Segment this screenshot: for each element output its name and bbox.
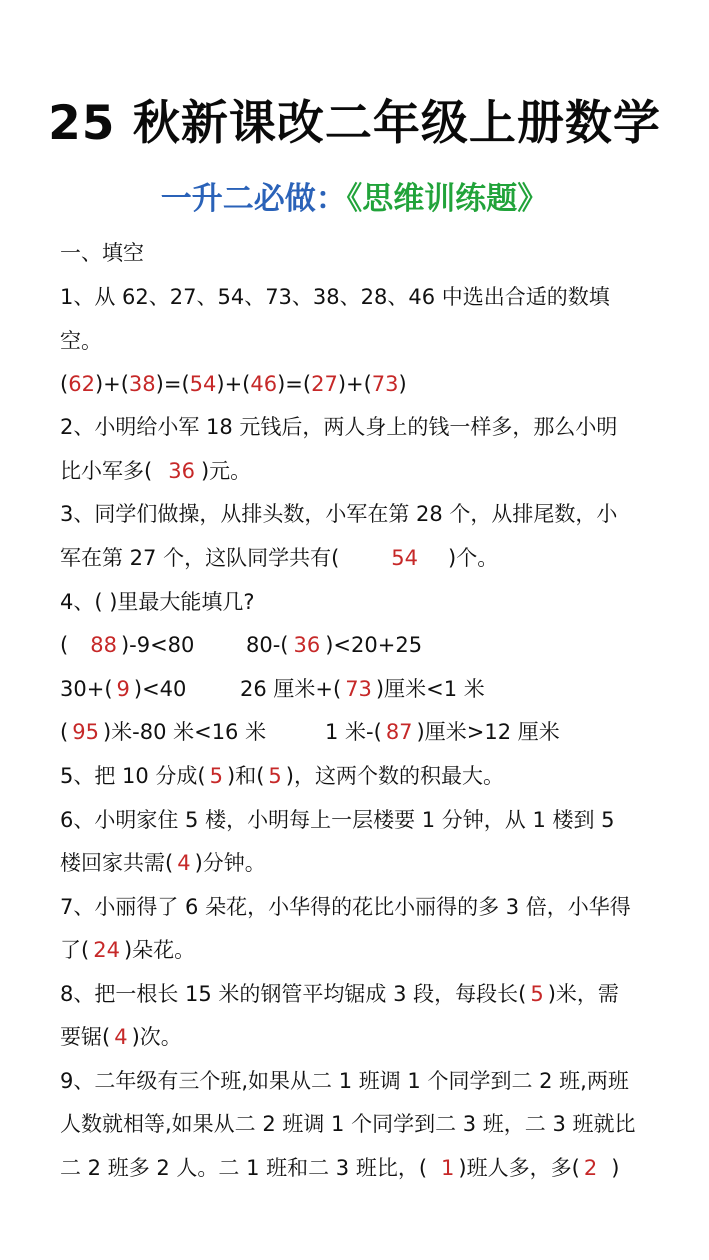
q4-answer-4: 73 bbox=[345, 677, 372, 701]
q1-answer-6: 73 bbox=[371, 372, 399, 396]
q2-answer: 36 bbox=[168, 459, 195, 483]
q6-answer: 4 bbox=[177, 851, 191, 875]
q3-suffix: )个。 bbox=[448, 546, 499, 570]
q4-answer-5: 95 bbox=[72, 720, 99, 744]
q9-text-line1: 9、二年级有三个班,如果从二 1 班调 1 个同学到二 2 班,两班 bbox=[60, 1069, 629, 1093]
q5-answer-2: 5 bbox=[268, 764, 282, 788]
q7-answer: 24 bbox=[93, 938, 120, 962]
q6-text-line2: 楼回家共需( 4 )分钟。 bbox=[60, 851, 266, 875]
q4-answer-2: 36 bbox=[293, 633, 321, 657]
q8-answer-1: 5 bbox=[530, 982, 544, 1006]
q1-text-line2: 空。 bbox=[60, 329, 102, 353]
q8-text-line1: 8、把一根长 15 米的钢管平均锯成 3 段，每段长( 5 )米，需 bbox=[60, 982, 619, 1006]
q5-text: 5、把 10 分成( 5 )和( 5 )，这两个数的积最大。 bbox=[60, 764, 504, 788]
q7-text-line1: 7、小丽得了 6 朵花，小华得的花比小丽得的多 3 倍，小华得 bbox=[60, 895, 631, 919]
q4-answer-6: 87 bbox=[385, 720, 413, 744]
q1-answer-5: 27 bbox=[311, 372, 338, 396]
page-title: 25 秋新课改二年级上册数学 bbox=[48, 96, 661, 151]
q1-answer-2: 38 bbox=[128, 372, 156, 396]
q4-item-4: 26 厘米+( 73 )厘米<1 米 bbox=[240, 677, 485, 701]
q4-item-1: ( 88 )-9<80 bbox=[60, 633, 195, 657]
subtitle-book-title: 《思维训练题》 bbox=[346, 181, 549, 217]
q4-answer-3: 9 bbox=[116, 677, 130, 701]
q3-answer: 54 bbox=[391, 546, 418, 570]
subtitle-prefix: 一升二必做： bbox=[160, 181, 347, 217]
q9-text-line2: 人数就相等,如果从二 2 班调 1 个同学到二 3 班，二 3 班就比 bbox=[60, 1112, 636, 1136]
q7-text-line2: 了( 24 )朵花。 bbox=[60, 938, 196, 962]
q9-answer-1: 1 bbox=[441, 1156, 455, 1180]
q4-item-6: 1 米-( 87 )厘米>12 厘米 bbox=[325, 720, 560, 744]
q8-text-line2: 要锯( 4 )次。 bbox=[60, 1025, 182, 1049]
q1-equation: (62)+(38)=(54)+(46)=(27)+(73) bbox=[60, 372, 407, 396]
q3-prefix: 军在第 27 个，这队同学共有( bbox=[60, 546, 340, 570]
q3-text-line2 bbox=[60, 543, 669, 573]
q1-answer-1: 62 bbox=[68, 372, 95, 396]
q5-answer-1: 5 bbox=[209, 764, 224, 788]
q2-suffix: )元。 bbox=[200, 459, 252, 483]
q4-item-2: 80-( 36 )<20+25 bbox=[246, 633, 423, 657]
q9-answer-2: 2 bbox=[583, 1156, 598, 1180]
q1-answer-3: 54 bbox=[189, 372, 217, 396]
q2-text-line1: 2、小明给小军 18 元钱后，两人身上的钱一样多，那么小明 bbox=[60, 415, 618, 439]
page-subtitle bbox=[0, 176, 709, 222]
section-heading: 一、填空 bbox=[60, 241, 144, 265]
q1-answer-4: 46 bbox=[250, 372, 278, 396]
q2-text-line2 bbox=[60, 456, 669, 486]
q3-text-line1: 3、同学们做操，从排头数，小军在第 28 个，从排尾数，小 bbox=[60, 502, 618, 526]
q2-prefix: 比小军多( bbox=[60, 459, 153, 483]
q4-item-5: ( 95 )米-80 米<16 米 bbox=[60, 720, 267, 744]
q4-item-3: 30+( 9 )<40 bbox=[60, 677, 187, 701]
q1-text-line1: 1、从 62、27、54、73、38、28、46 中选出合适的数填 bbox=[60, 285, 610, 309]
q6-text-line1: 6、小明家住 5 楼，小明每上一层楼要 1 分钟，从 1 楼到 5 bbox=[60, 808, 615, 832]
q9-text-line3: 二 2 班多 2 人。二 1 班和二 3 班比，( 1 )班人多，多( 2 ) bbox=[60, 1156, 620, 1180]
q4-answer-1: 88 bbox=[90, 633, 117, 657]
q4-text-line1: 4、( )里最大能填几? bbox=[60, 590, 255, 614]
q8-answer-2: 4 bbox=[114, 1025, 128, 1049]
